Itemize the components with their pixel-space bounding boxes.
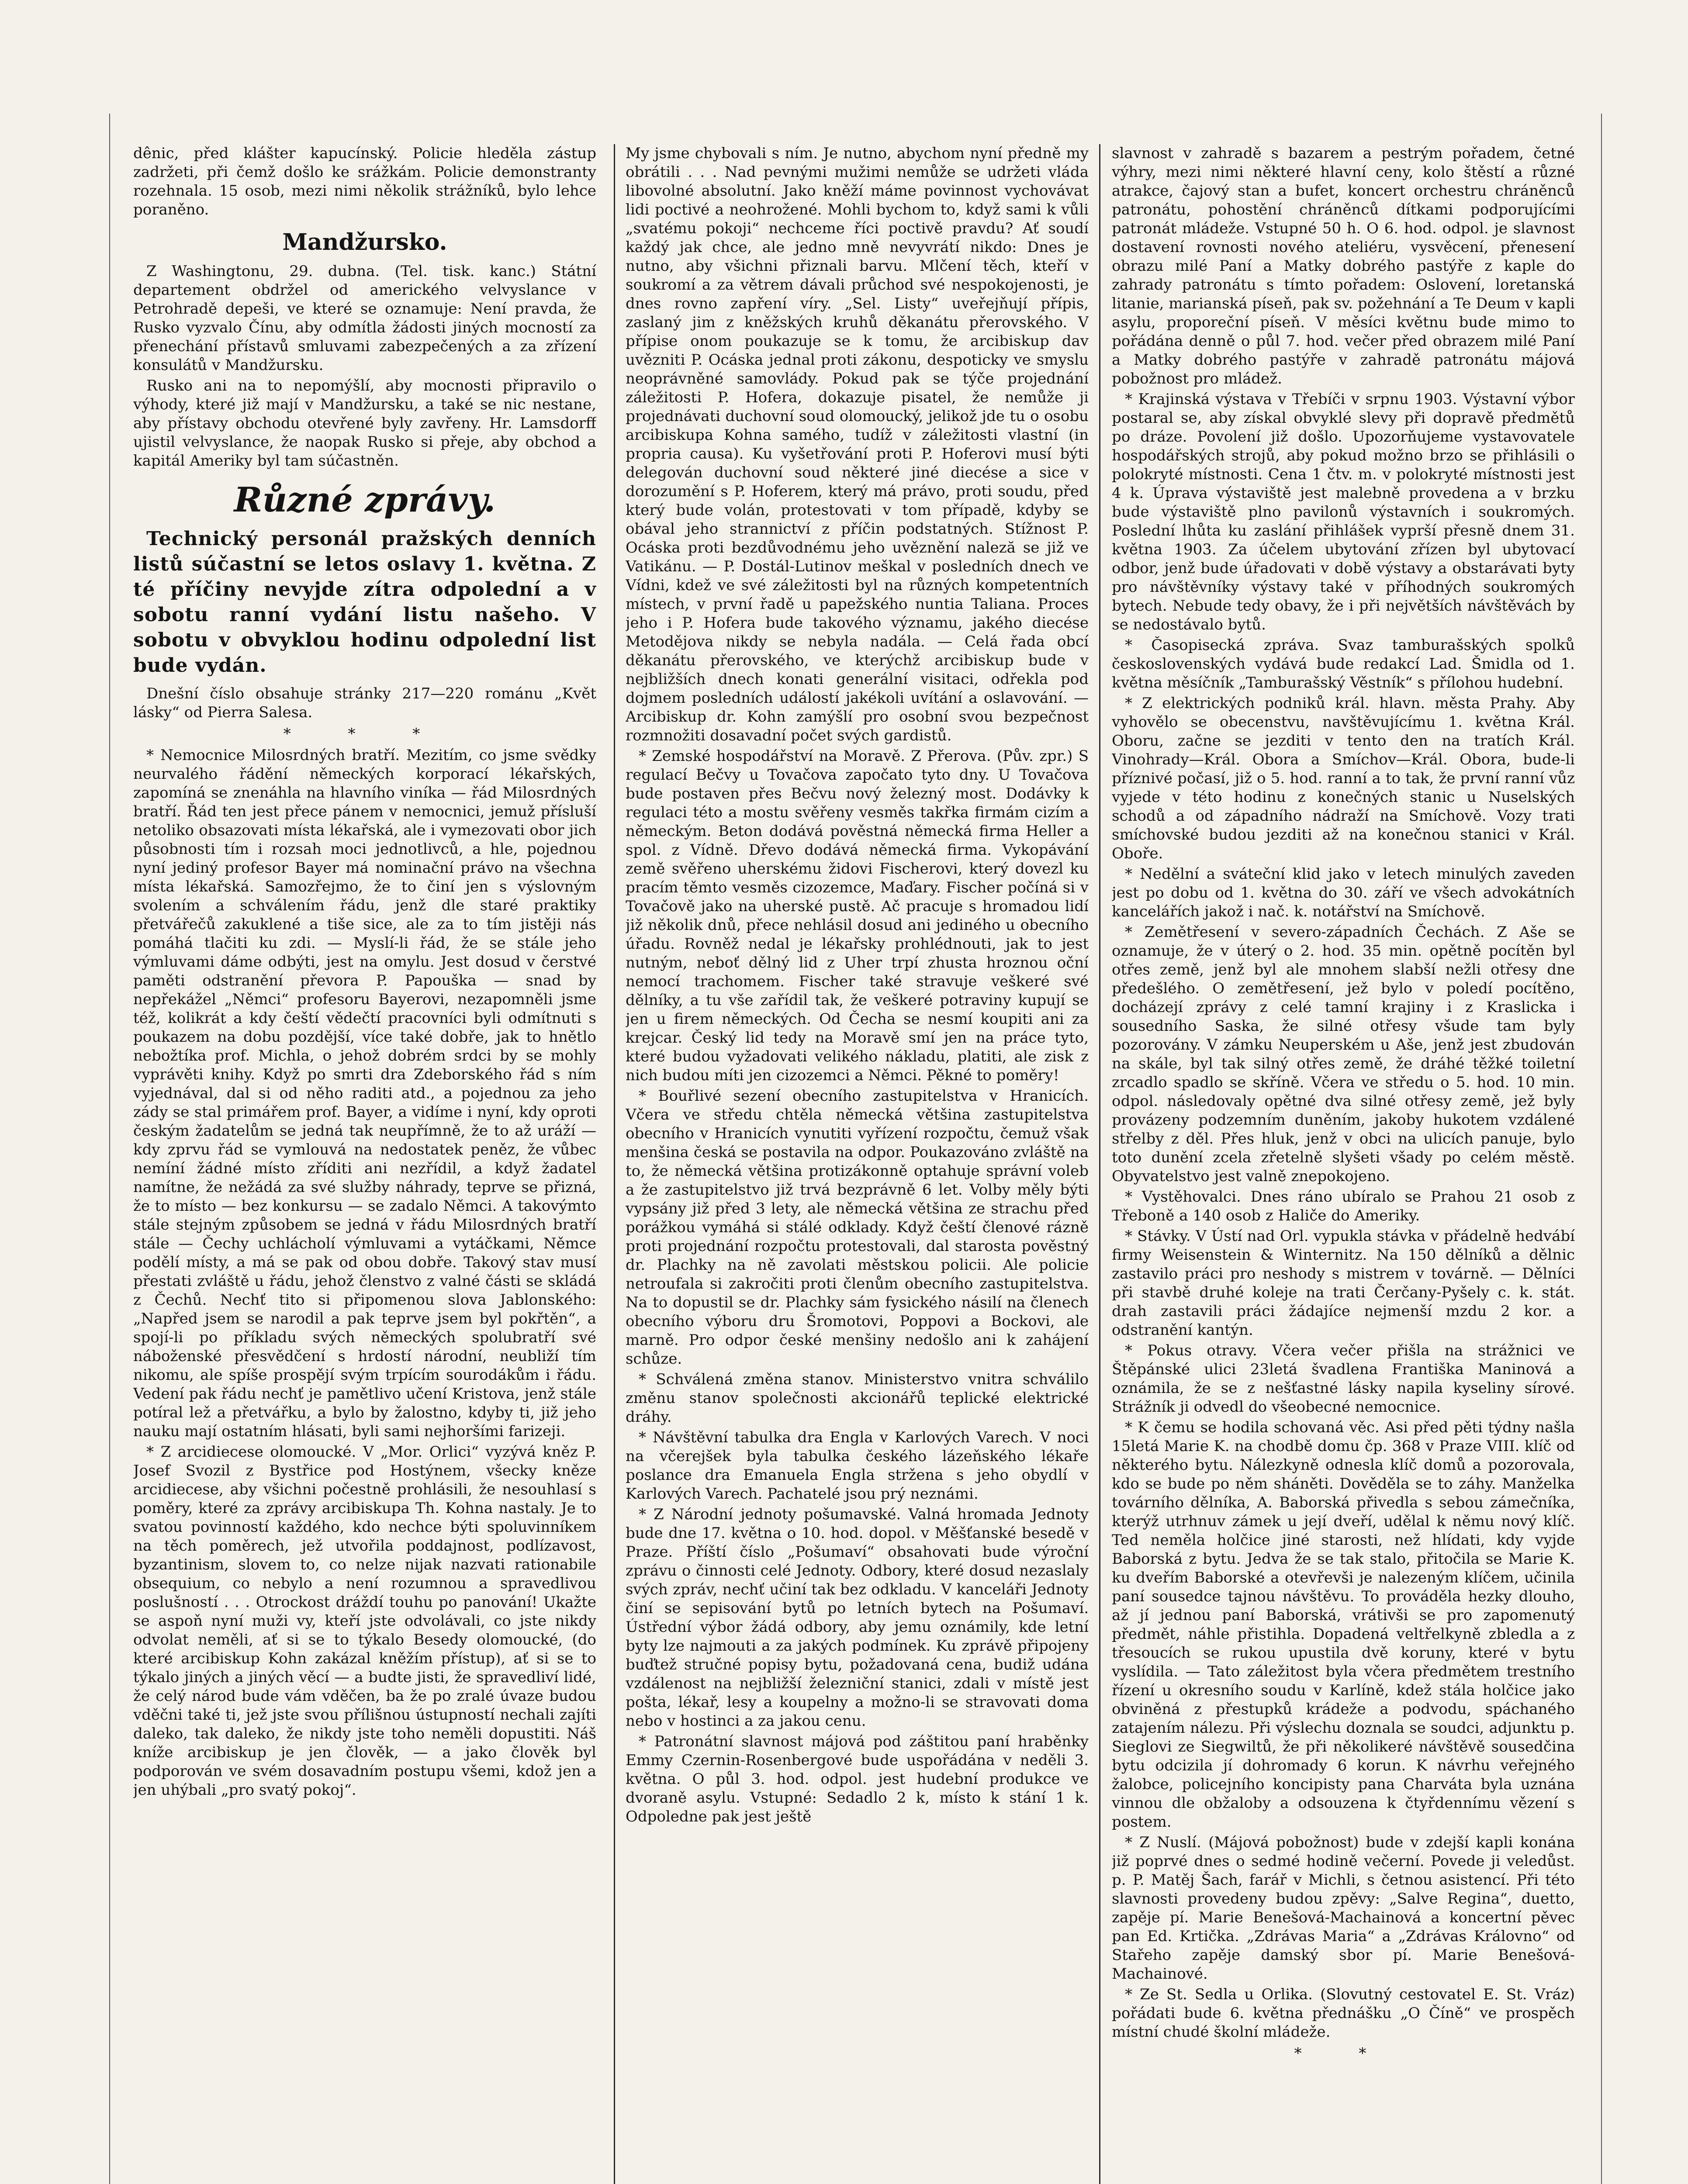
article-schvalena-zmena: * Schválená změna stanov. Ministerstvo vnitra schválilo změnu stanov společnosti akcionářů teplické elektrické dráhy. bbox=[626, 1371, 1089, 1426]
note-novel-pages: Dnešní číslo obsahuje stránky 217—220 románu „Květ lásky“ od Pierra Salesa. bbox=[133, 685, 596, 721]
article-continuation: dênic, před klášter kapucínský. Policie hleděla zástup zadržeti, při čemž došlo ke srážkám. Policie demonstranty rozehnala. 15 osob, mezi nimi několik strážníků, bylo lehce poraněno. bbox=[133, 145, 596, 218]
article-zemetreseni: * Zemětřesení v severo-západních Čechách. Z Aše se oznamuje, že v úterý o 2. hod. 35 min. opětně pocítěn byl otřes země, jenž byl ale mnohem slabší nežli otřesy dne předešlého. O zemětřesení, jež bylo v poledí pocítěno, docházejí zprávy z celé tamní krajiny i z Kraslicka i sousedního Saska, že silné otřesy všude tam byly pozorovány. V zámku Neuperském u Aše, jenž jest zbudován na skále, byl tak silný otřes země, že dráhé těžké toiletní zrcadlo spadlo se skříně. Včera ve středu o 5. hod. 10 min. odpol. následovaly opětné dva silné otřesy země, jež byly provázeny podzemním duněním, jakoby hukotem vzdálené střelby z děl. Přes hluk, jenž v obci na ulicích panuje, bylo toto dunění zcela zřetelně slyšeti všady po celém městě. Obyvatelstvo jest valně znepokojeno. bbox=[1112, 923, 1575, 1185]
column-2 bbox=[626, 144, 1089, 2184]
article-patronatni-slavnost: * Patronátní slavnost májová pod záštitou paní hraběnky Emmy Czernin-Rosenbergové bude uspořádána v neděli 3. května. O půl 3. hod. odpol. jest hudební produkce ve dvoraně asylu. Vstupné: Sedadlo 2 k, místo k stání 1 k. Odpoledne pak jest ještě bbox=[626, 1733, 1089, 1825]
article-krajinska-vystava: * Krajinská výstava v Třebíči v srpnu 1903. Výstavní výbor postaral se, aby získal obvyklé slevy při dopravě předmětů po dráze. Povolení již došlo. Upozorňujeme vystavovatele hospodářských strojů, aby pokud možno brzo se přihlásili o polokryté místnosti. Cena 1 čtv. m. v polokryté místnosti jest 4 k. Úprava výstaviště jest malebně provedena a v brzku bude výstaviště plno pavilonů výstavních i soukromých. Poslední lhůta ku zaslání přihlášek vyprší přesně dnem 31. května 1903. Za účelem ubytování zřízen byl ubytovací odbor, jenž bude úřadovati v době výstavy a obstarávati byty pro návštěvníky výstavy také v příhodných soukromých bytech. Nebude tedy obavy, že i při největších návštěvách by se nedostávalo bytů. bbox=[1112, 390, 1575, 633]
article-elektricke-podniky: * Z elektrických podniků král. hlavn. města Prahy. Aby vyhovělo se obecenstvu, navštěvujícímu 1. května Král. Oboru, začne se jezditi v tento den na tratích Král. Vinohrady—Král. Obora a Smíchov—Král. Obora, bude-li příznivé počasí, již o 5. hod. ranní a to tak, že první ranní vůz vyjede v této hodinu z konečných stanic u Nuselských schodů a od západního nádraží na Smíchově. Vozy trati smíchovské budou jezditi až na konečnou stanici v Král. Oboře. bbox=[1112, 695, 1575, 862]
article-zemske-hospodarstvi: * Zemské hospodářství na Moravě. Z Přerova. (Pův. zpr.) S regulací Bečvy u Tovačova započato tyto dny. U Tovačova bude postaven přes Bečvu nový železný most. Dodávky k regulaci této a mostu svěřeny vesměs takřka firmám cizím a německým. Beton dodává pověstná německá firma Heller a spol. z Vídně. Dřevo dodává německá firma. Vykopávání země svěřeno uherskému židovi Fischerovi, který dovezl ku pracím těmto vesměs cizozemce, Maďary. Fischer počíná si v Tovačově jako na uherské pustě. Ač pracuje s hromadou lidí již několik dnů, přece nehlásil dosud ani jediného u obecního úřadu. Rovněž nedal je lékařsky prohlédnouti, jak to jest nutným, neboť dělný lid z Uher trpí zhusta hroznou oční nemocí trachomem. Fischer také stravuje veškeré své dělníky, a tu vše zařídil tak, že veškeré potraviny kupují se jen u firem německých. Od Čecha se nesmí koupiti ani za krejcar. Český lid tedy na Moravě smí jen na práce tyto, které budou vyžadovati velikého nákladu, platiti, ale zisk z nich budou míti jen cizozemci a Němci. Pěkné to poměry! bbox=[626, 747, 1089, 1084]
article-continuation: My jsme chybovali s ním. Je nutno, abychom nyní předně my obrátili . . . Nad pevnými mužimi nemůže se udržeti vláda libovolné absolutní. Jako kněží máme povinnost vychovávat lidi poctivé a neohrožené. Mohli bychom to, když sami k vůli „svatému pokoji“ nechceme říci poctivě pravdu? Ať soudí každý jak chce, ale jedno mně nevyvrátí nikdo: Dnes je nutno, aby všichni přiznali barvu. Mlčení těch, kteří v soukromí a za větrem dávali průchod své nespokojenosti, je dnes rovno zapření víry. „Sel. Listy“ uveřejňují přípis, zaslaný jim z kněžských kruhů děkanátu přerovského. V přípise onom poukazuje se k tomu, že arcibiskup dav uvězniti P. Ocáska jednal proti zákonu, despoticky ve smyslu neoprávněné samovlády. Pokud pak se týče projednání záležitosti P. Hofera, dokazuje pisatel, že nemůže ji projednávati duchovní soud olomoucký, jelikož jde tu o osobu arcibiskupa Kohna samého, tudíž v záležitosti vlastní (in propria causa). Ku vyšetřování proti P. Hoferovi musí býti delegován duchovní soud některé jiné diecése a sice v dorozumění s P. Hoferem, který má právo, proti soudu, před který bude volán, protestovati v tom případě, kdyby se obával jeho strannictví z příčin podstatných. Stížnost P. Ocáska proti bezdůvodnému jeho uvěznění naleză se již ve Vatikánu. — P. Dostál-Lutinov meškal v posledních dnech ve Vídni, kdež ve své záležitosti byl na různých kompetentních místech, v první řadě u papežského nuntia Taliana. Proces jeho i P. Hofera bude takového významu, jakého diecése Metodějova nikdy se nebyla nadála. — Celá řada obcí děkanátu přerovského, ve kterýchž arcibiskup bude v nejbližších dnech konati generální visitaci, odřekla pod dojmem posledních událostí jakékoli uvítání a oslavování. — Arcibiskup dr. Kohn zamýšlí pro osobní svou bezpečnost rozmnožiti dosavadní počet svých gardistů. bbox=[626, 145, 1089, 744]
article-navstevni-tabulka: * Návštěvní tabulka dra Engla v Karlových Varech. V noci na včerejšek byla tabulka českého lázeňského lékaře poslance dra Emanuela Engla stržena s jeho obydlí v Karlových Varech. Pachatelé jsou prý neznámi. bbox=[626, 1429, 1089, 1503]
article-nemocnice: * Nemocnice Milosrdných bratří. Mezitím, co jsme svědky neurvalého řádění německých korporací lékařských, zapomíná se znenáhla na hlavního viníka — řád Milosrdných bratří. Řád ten jest přece pánem v nemocnici, jemuž přísluší netoliko obsazovati místa lékařská, ale i vymezovati obor jich působnosti tím i rozsah moci jednotlivců, a hle, pojednou nyní jediný profesor Bayer má nominační právo na všechna místa lékařská. Samozřejmo, že to činí jen s výslovným svolením a schválením řádu, jenž dle staré praktiky přetvářečů zakuklené a tiše sice, ale za to tím jistěji nás pomáhá tlačiti ku zdi. — Myslí-li řád, že se stále jeho výmluvami dáme odbýti, jest na omylu. Jest dosud v čerstvé paměti odstranění převora P. Papouška — snad by nepřekážel „Němci“ profesoru Bayerovi, nezapomněli jsme též, kolikrát a kdy čeští vědečtí pracovníci byli odmítnuti s poukazem na dobu pozdější, více také dobře, jak to hnětlo nebožtíka prof. Michla, o jehož dobrém srdci by se mohly vyprávěti knihy. Když po smrti dra Zdeborského řád s ním vyjednával, dal si od něho raditi atd., a pojednou za jeho zády se stal primářem prof. Bayer, a vidíme i nyní, kdy oproti českým žadatelům se jedná tak neupřímně, že to až uráží — kdy zprvu řád se vymlouvá na nedostatek peněz, že vůbec nemíní žádné místo zříditi ani nezřídil, a když žadatel namítne, že nežádá za své služby náhrady, teprve se přizná, že to místo — bez konkursu — se zadalo Němci. A takovýmto stále stejným způsobem se jedná v řádu Milosrdných bratří stále — Čechy uchlácholí výmluvami a vytáčkami, Němce podělí místy, a má se pak od obou dobře. Takový stav musí přestati zvláště u řádu, jehož členstvo z valné části se skládá z Čechů. Nechť tito si připomenou slova Jablonského: „Napřed jsem se narodil a pak teprve jsem byl pokřtěn“, a spojí-li po příkladu svých německých spolubratří své náboženské přesvědčení s hrdostí národní, neubliží tím nikomu, ale spíše prospějí svým trpícím sourodákům i řádu. Vedení pak řádu nechť je pamětlivo učení Kristova, jenž stále potíral lež a přetvářku, a bylo by žalostno, kdyby ti, již jeho nauku mají ostatním hlásati, byli sami nejhoršími farizeji. bbox=[133, 746, 596, 1440]
heading-ruzne-zpravy: Různé zprávy. bbox=[234, 480, 496, 520]
column-1 bbox=[133, 144, 596, 2184]
end-stars: * * bbox=[1294, 2045, 1393, 2062]
column-rule-2 bbox=[1099, 144, 1100, 2184]
article-nedelni-klid: * Nedělní a sváteční klid jako v letech minulých zaveden jest po dobu od 1. května do 30. září ve všech advokátních kancelářích jakož i nač. k. notářství na Smíchově. bbox=[1112, 865, 1575, 920]
column-rule-1 bbox=[614, 144, 615, 2184]
article-washington: Z Washingtonu, 29. dubna. (Tel. tisk. kanc.) Státní departement obdržel od amerického velvyslance v Petrohradě depeši, ve které se oznamuje: Není pravda, že Rusko vyzvalo Čínu, aby odmítla žádosti jiných mocností za přenechání přístavů smluvami zabezpečených a za zřízení konsulátů v Mandžursku. bbox=[133, 263, 596, 374]
article-arcidiecese: * Z arcidiecese olomoucké. V „Mor. Orlici“ vyzývá kněz P. Josef Svozil z Bystřice pod Hostýnem, všecky kněze arcidiecese, aby všichni počestně prohlásili, že nesouhlasí s poměry, které za zprávy arcibiskupa Th. Kohna nastaly. Je to svatou povinností každého, kdo nechce býti spoluvinníkem na těch poměrech, jež utvořila poddajnost, podlízavost, byzantinism, slovem to, co nelze nijak nazvati rationabile obsequium, co nebylo a není rozumnou a spravedlivou poslušností . . . Otrockost dráždí touhu po panování! Ukažte se aspoň nyní muži vy, kteří jste odvolávali, co jste nikdy odvolat neměli, ať si se to týkalo Besedy olomoucké, (do které arcibiskup Kohn zakázal kněžím přístup), ať si se to týkalo jiných a jiných věcí — a budte jisti, že spravedliví lidé, že celý národ bude vám vděčen, ba že po zralé úvaze budou vděčni také ti, jež jste svou přílišnou ústupností nechali zajíti daleko, tak daleko, že nikdy jste toho neměli dopustiti. Náš kníže arcibiskup je jen člověk, — a jako člověk byl podporován ve svém dosavadním postupu všemi, kdož jen a jen uhýbali „pro svatý pokoj“. bbox=[133, 1443, 596, 1799]
column-3 bbox=[1112, 144, 1575, 2184]
article-stavky: * Stávky. V Ústí nad Orl. vypukla stávka v přádelně hedvábí firmy Weisenstein & Winternitz. Na 150 dělníků a dělnic zastavilo práci pro neshody s mistrem v továrně. — Dělníci při stavbě druhé koleje na trati Čerčany-Pyšely c. k. stát. drah zastavili práci žádajíce nejmenší mzdu 2 kor. a odstranění kantýn. bbox=[1112, 1227, 1575, 1339]
page-left-border bbox=[109, 114, 110, 2184]
article-st-sedlo: * Ze St. Sedla u Orlika. (Slovutný cestovatel E. St. Vráz) pořádati bude 6. května přednášku „O Číně“ ve prospěch místní chudé školní mládeže. bbox=[1112, 1986, 1575, 2041]
notice-publication: Technický personál pražských denních listů súčastní se letos oslavy 1. května. Z té příčiny nevyjde zítra odpolední a v sobotu ranní vydání listu našeho. V sobotu v obvyklou hodinu odpolední list bude vydán. bbox=[133, 528, 596, 677]
article-schovana-vec: * K čemu se hodila schovaná věc. Asi před pěti týdny našla 15letá Marie K. na chodbě domu čp. 368 v Praze VIII. klíč od některého bytu. Nálezkyně odnesla klíč domů a pozorovala, kdo se bude po něm sháněti. Dověděla se to záhy. Manželka továrního dělníka, A. Baborská přivedla s sebou zámečníka, kterýž utrhnuv zámek u její dveří, udělal k němu nový klíč. Ted neměla holčice jiné starosti, než hlídati, kdy vyjde Baborská z bytu. Jedva že se tak stalo, přitočila se Marie K. ku dveřím Baborské a otevřevši je nalezeným klíčem, učinila paní sousedce tajnou návštěvu. To prováděla hezky dlouho, až jí jednou paní Baborská, vrátivši se pro zapomenutý předmět, náhle přistihla. Dopadená veltřelkyně zbledla a z třesoucích se rukou upustila dvě koruny, které v bytu vyslídila. — Tato záležitost byla včera předmětem trestního řízení u okresního soudu v Karlíně, kdež stála holčice jako obviněná z přestupků krádeže a podvodu, spáchaného zatajením nálezu. Při výslechu doznala se soudci, adjunktu p. Sieglovi ze Siegwiltů, že při několikeré návštěvě sousedčina bytu odcizila jí dohromady 6 korun. K návrhu veřejného žalobce, policejního koncipisty pana Charváta byla uznána vinnou dle obžaloby a odsouzena k čtyřdennímu vězení s postem. bbox=[1112, 1419, 1575, 1831]
article-casopisecka: * Časopisecká zpráva. Svaz tamburašských spolků československých vydává bude redakcí Lad. Šmidla od 1. května měsíčník „Tamburašský Věstník“ s přílohou hudební. bbox=[1112, 636, 1575, 691]
section-stars: * * * bbox=[283, 725, 446, 743]
article-nusle: * Z Nuslí. (Májová pobožnost) bude v zdejší kapli konána již poprvé dnes o sedmé hodině večerní. Povede ji veledůst. p. P. Matěj Šach, farář v Michli, s četnou asistencí. Při této slavnosti provedeny budou zpěvy: „Salve Regina“, duetto, zapěje pí. Marie Benešová-Machainová a koncertní pěvec pan Ed. Krtička. „Zdrávas Maria“ a „Zdrávas Královno“ od Stařeho zapěje damský sbor pí. Marie Benešová-Machainové. bbox=[1112, 1834, 1575, 1983]
article-rusko: Rusko ani na to nepomýšlí, aby mocnosti připravilo o výhody, které již mají v Mandžursku, a také se nic nestane, aby přístavy obchodu otevřené byly zavřeny. Hr. Lamsdorff ujistil velvyslance, že naopak Rusko si přeje, aby obchod a kapitál Ameriky byl tam súčastněn. bbox=[133, 377, 596, 470]
article-continuation: slavnost v zahradě s bazarem a pestrým pořadem, četné výhry, mezi nimi některé hlavní ceny, kolo štěstí a různé atrakce, čajový stan a bufet, koncert orchestru chráněnců patronátu, pohostění chráněnců dítkami podporujícími patronát mládeže. Vstupné 50 h. O 6. hod. odpol. je slavnost dostavení rovnosti nového ateliéru, vysvěcení, přenesení obrazu milé Paní a Matky dobrého pastýře z kaple do zahrady patronátu s tímto pořadem: Oslovení, loretanská litanie, marianská píseň, pak sv. požehnání a Te Deum v kapli asylu, proporeční píseň. V měsíci květnu bude mimo to pořádána denně o půl 7. hod. večer před obrazem milé Paní a Matky dobrého pastýře v zahradě patronátu májová pobožnost pro mládež. bbox=[1112, 145, 1575, 387]
page-right-border bbox=[1601, 114, 1602, 2184]
article-bourlive-sezeni: * Bouřlivé sezení obecního zastupitelstva v Hranicích. Včera ve středu chtěla německá většina zastupitelstva obecního v Hranicích vynutiti vyřízení rozpočtu, čemuž však menšina česká se postavila na odpor. Poukazováno zvláště na to, že německá většina protizákonně optahuje správní voleb a že zastupitelstvo již trvá bezprávně 6 let. Volby měly býti vypsány již před 3 lety, ale německá většina ze strachu před porážkou vymáhá si stálé odklady. Když čeští členové rázně proti projednání rozpočtu protestovali, dal starosta pověstný dr. Plachky na ně zavolati městskou policii. Ale policie netroufala si zakročiti proti členům obecního zastupitelstva. Na to dopustil se dr. Plachky sám fysického násilí na členech obecního výboru dru Šromotovi, Poppovi a Bockovi, ale marně. Pro odpor české menšiny nedošlo ani k zahájení schůze. bbox=[626, 1087, 1089, 1368]
heading-mandzursko: Mandžursko. bbox=[282, 229, 447, 256]
article-vystehovalci: * Vystěhovalci. Dnes ráno ubíralo se Prahou 21 osob z Třeboně a 140 osob z Haliče do Ameriky. bbox=[1112, 1188, 1575, 1224]
article-narodni-jednota: * Z Národní jednoty pošumavské. Valná hromada Jednoty bude dne 17. května o 10. hod. dopol. v Měšťanské besedě v Praze. Příští číslo „Pošumaví“ obsahovati bude výroční zprávu o činnosti celé Jednoty. Odbory, které dosud nezaslaly svých zpráv, nechť učiní tak bez odkladu. V kanceláři Jednoty činí se sepisování bytů po letních bytech na Pošumaví. Ústřední výbor žádá odbory, aby jemu oznámily, kde letní byty lze najmouti a za jakých podmínek. Ku zprávě připojeny buďtež stručné popisy bytu, požadovaná cena, budiž udána vzdálenost na nejbližší železniční stanici, zdali v místě jest pošta, lékař, lesy a koupelny a možno-li se stravovati doma nebo v hostinci a za jakou cenu. bbox=[626, 1506, 1089, 1730]
article-pokus-otravy: * Pokus otravy. Včera večer přišla na strážnici ve Štěpánské ulici 23letá švadlena Františka Maninová a oznámila, že se z nešťastné lásky napila kyseliny sírové. Strážník ji odvedl do všeobecné nemocnice. bbox=[1112, 1342, 1575, 1416]
